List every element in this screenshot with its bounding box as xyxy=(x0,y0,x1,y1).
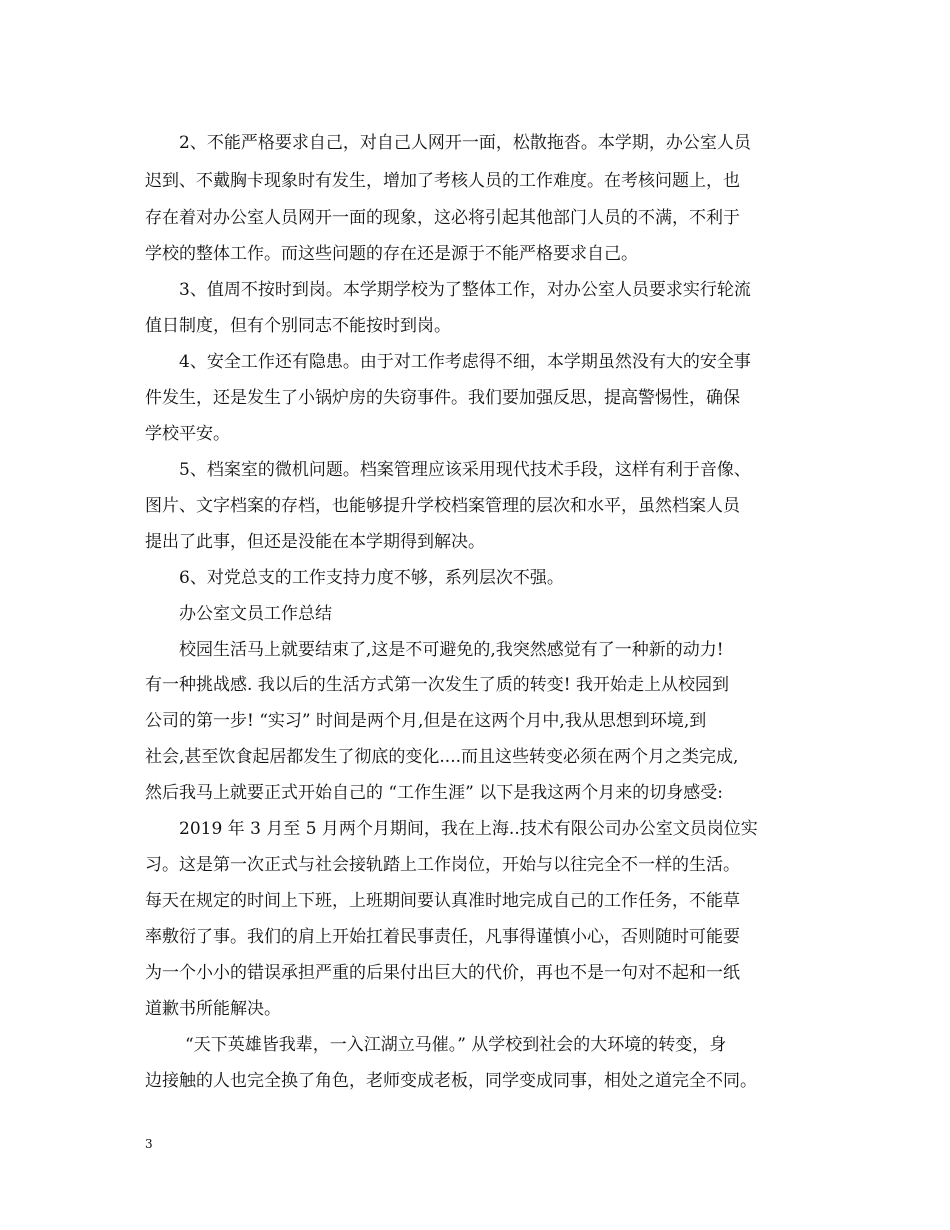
text-line: 道歉书所能解决。 xyxy=(145,999,281,1019)
text-line: 公司的第一步! “实习” 时间是两个月,但是在这两个月中,我从思想到环境,到 xyxy=(145,711,707,731)
text-line: 提出了此事，但还是没能在本学期得到解决。 xyxy=(145,532,485,552)
text-line: 件发生，还是发生了小锅炉房的失窃事件。我们要加强反思，提高警惕性，确保 xyxy=(145,388,740,408)
text-line: 率敷衍了事。我们的肩上开始扛着民事责任，凡事得谨慎小心，否则随时可能要 xyxy=(145,927,740,947)
text-line: 3、值周不按时到岗。本学期学校为了整体工作，对办公室人员要求实行轮流 xyxy=(179,280,751,300)
text-line: 学校的整体工作。而这些问题的存在还是源于不能严格要求自己。 xyxy=(145,244,638,264)
text-line: 有一种挑战感. 我以后的生活方式第一次发生了质的转变! 我开始走上从校园到 xyxy=(145,675,730,695)
page-number: 3 xyxy=(145,1137,153,1151)
text-line: 5、档案室的微机问题。档案管理应该采用现代技术手段，这样有利于音像、 xyxy=(179,460,751,480)
text-line: 为一个小小的错误承担严重的后果付出巨大的代价，再也不是一句对不起和一纸 xyxy=(145,963,740,983)
text-line: 6、对党总支的工作支持力度不够，系列层次不强。 xyxy=(179,568,564,588)
text-line: 迟到、不戴胸卡现象时有发生，增加了考核人员的工作难度。在考核问题上，也 xyxy=(145,171,740,191)
text-line: 校园生活马上就要结束了,这是不可避免的,我突然感觉有了一种新的动力! xyxy=(179,640,724,660)
text-line: 每天在规定的时间上下班，上班期间要认真准时地完成自己的工作任务，不能草 xyxy=(145,891,740,911)
text-line: 存在着对办公室人员网开一面的现象，这必将引起其他部门人员的不满，不利于 xyxy=(145,208,740,228)
text-line: 值日制度，但有个别同志不能按时到岗。 xyxy=(145,316,451,336)
section-title: 办公室文员工作总结 xyxy=(179,604,332,624)
text-line: 2、不能严格要求自己，对自己人网开一面，松散拖沓。本学期，办公室人员 xyxy=(179,133,751,153)
text-line: 边接触的人也完全换了角色，老师变成老板，同学变成同事，相处之道完全不同。 xyxy=(145,1071,757,1091)
text-line: 然后我马上就要正式开始自己的 “工作生涯” 以下是我这两个月来的切身感受: xyxy=(145,783,723,803)
text-line: “天下英雄皆我辈，一入江湖立马催。” 从学校到社会的大环境的转变，身 xyxy=(185,1035,727,1055)
text-line: 2019 年 3 月至 5 月两个月期间，我在上海..技术有限公司办公室文员岗位实 xyxy=(179,819,758,839)
text-line: 社会,甚至饮食起居都发生了彻底的变化....而且这些转变必须在两个月之类完成, xyxy=(145,747,739,767)
text-line: 习。这是第一次正式与社会接轨踏上工作岗位，开始与以往完全不一样的生活。 xyxy=(145,855,740,875)
text-line: 4、安全工作还有隐患。由于对工作考虑得不细，本学期虽然没有大的安全事 xyxy=(179,352,751,372)
text-line: 图片、文字档案的存档，也能够提升学校档案管理的层次和水平，虽然档案人员 xyxy=(145,496,740,516)
text-line: 学校平安。 xyxy=(145,424,230,444)
